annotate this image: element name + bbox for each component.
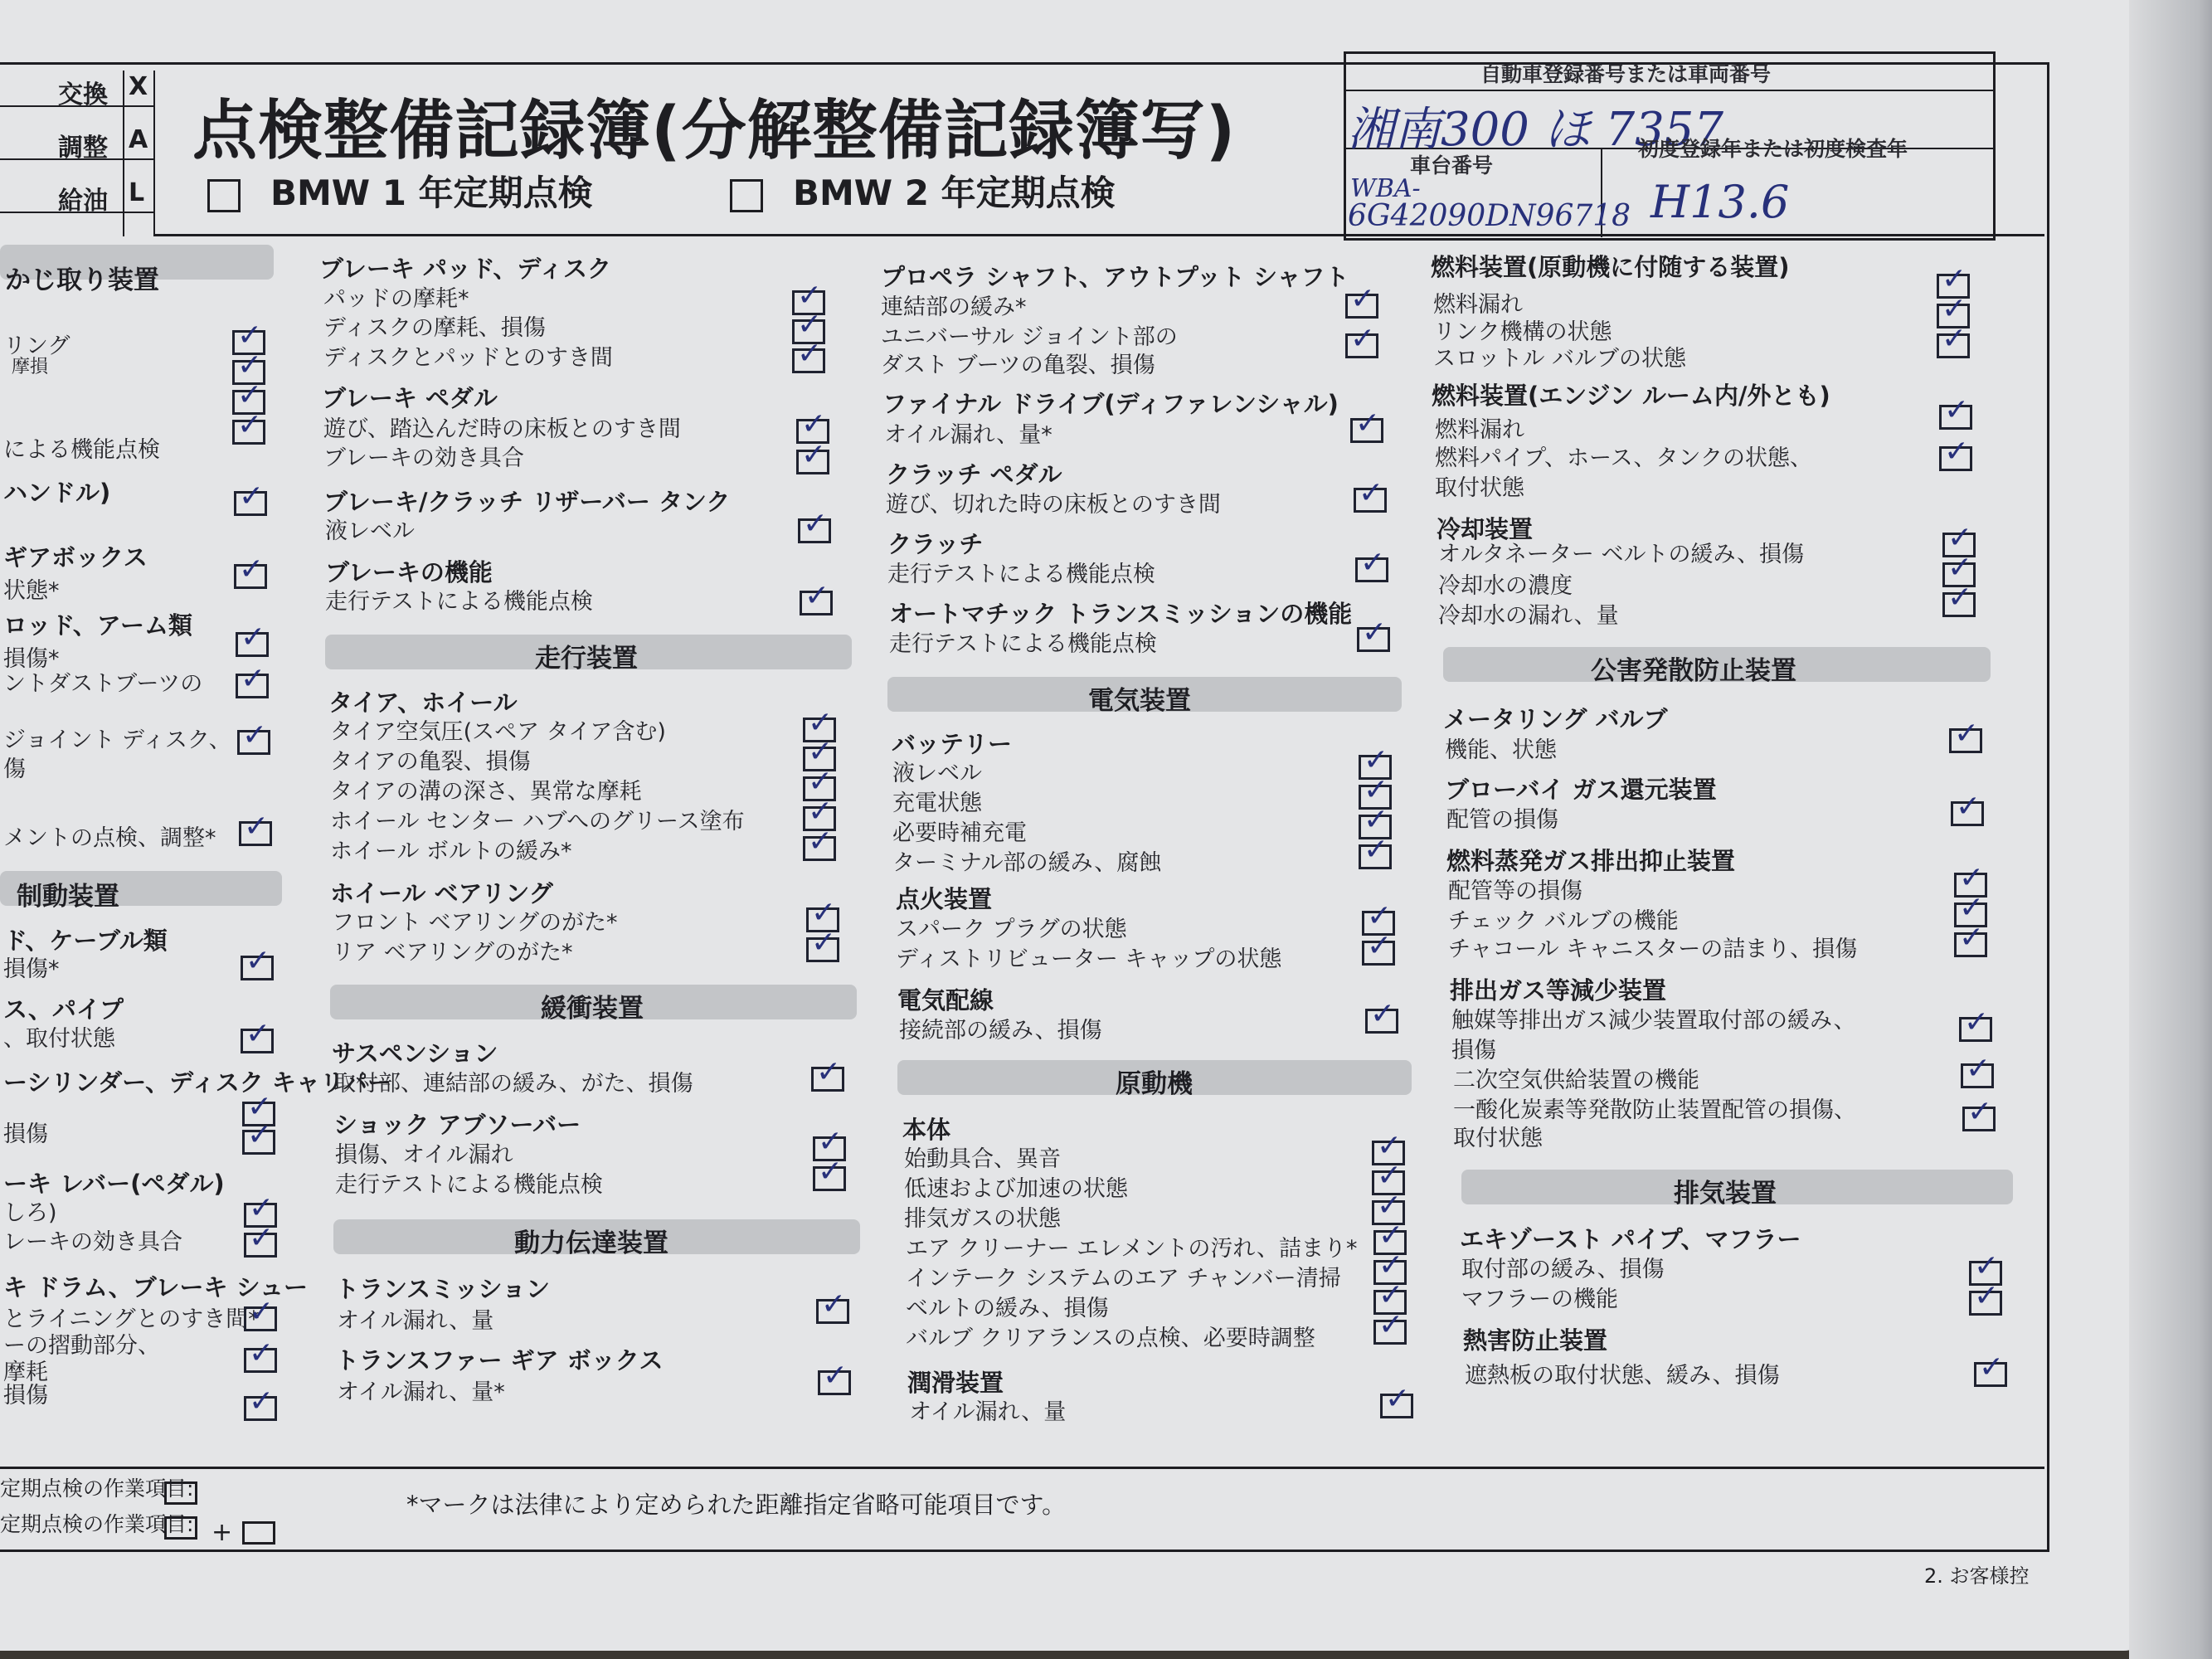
check-mark-icon: ✓ (1959, 861, 1985, 895)
item-label: リア ベアリングのがた* (332, 940, 573, 966)
item-label: 充電状態 (892, 791, 982, 816)
item-label: ユニバーサル ジョイント部の (881, 324, 1178, 350)
item-label: ディスクの摩耗、損傷 (323, 315, 546, 341)
item-heading: 電気配線 (897, 986, 994, 1014)
item-heading: ロッド、アーム類 (3, 611, 192, 640)
check-mark-icon: ✓ (1944, 435, 1970, 469)
check-mark-icon: ✓ (1355, 406, 1381, 440)
item-checkbox[interactable] (234, 479, 267, 516)
legend-symbol: X (129, 72, 148, 101)
item-checkbox[interactable] (1939, 393, 1972, 430)
footer-checkbox[interactable] (164, 1516, 197, 1540)
item-label: 走行テストによる機能点検 (889, 631, 1157, 657)
check-mark-icon: ✓ (244, 810, 270, 844)
item-checkbox[interactable] (798, 507, 831, 543)
check-mark-icon: ✓ (808, 825, 834, 859)
check-mark-icon: ✓ (797, 308, 823, 342)
item-checkbox[interactable] (1954, 921, 1987, 957)
item-label: リング (3, 333, 70, 359)
item-label: チェック バルブの機能 (1448, 908, 1679, 934)
check-mark-icon: ✓ (811, 926, 837, 960)
legend-word: 給油 (58, 187, 108, 216)
check-mark-icon: ✓ (1378, 1219, 1404, 1253)
legend-divider (153, 71, 155, 236)
section-title: 原動機 (1116, 1069, 1193, 1099)
item-checkbox[interactable] (1354, 476, 1387, 513)
item-label: リンク機構の状態 (1433, 319, 1612, 345)
item-label: 、取付状態 (3, 1026, 115, 1052)
item-heading: 点火装置 (896, 885, 993, 913)
item-heading: ブローバイ ガス還元装置 (1445, 776, 1717, 804)
item-checkbox[interactable] (244, 1221, 277, 1258)
item-heading: バッテリー (892, 730, 1013, 758)
check-mark-icon: ✓ (241, 620, 266, 654)
section-title: かじ取り装置 (5, 265, 159, 295)
section-title: 緩衝装置 (541, 994, 644, 1024)
check-mark-icon: ✓ (1947, 551, 1973, 585)
check-mark-icon: ✓ (237, 408, 263, 442)
chassis-label: 車台番号 (1410, 153, 1494, 178)
item-heading: 燃料装置(エンジン ルーム内/外とも) (1432, 382, 1830, 410)
page-edge (2129, 0, 2212, 1659)
check-mark-icon: ✓ (1974, 1279, 2000, 1313)
item-label: 取付部の緩み、損傷 (1461, 1257, 1665, 1282)
check-mark-icon: ✓ (803, 507, 829, 541)
item-checkbox[interactable] (232, 408, 265, 445)
item-label: オルタネーター ベルトの緩み、損傷 (1438, 542, 1805, 567)
legend-row-adjust (0, 124, 153, 163)
item-label: ントダストブーツの (3, 671, 203, 697)
item-label: チャコール キャニスターの詰まり、損傷 (1448, 937, 1858, 962)
item-heading: ファイナル ドライブ(ディファレンシャル) (882, 390, 1339, 418)
item-label: スパーク プラグの状態 (896, 917, 1127, 942)
legend-divider (123, 71, 124, 236)
check-mark-icon: ✓ (1378, 1278, 1404, 1312)
item-label: ホイール センター ハブへのグリース塗布 (330, 809, 745, 834)
item-heading: ーキ レバー(ペダル) (3, 1170, 225, 1198)
item-heading: エキゾースト パイプ、マフラー (1460, 1225, 1801, 1253)
check-mark-icon: ✓ (1967, 1095, 1993, 1129)
item-label: とライニングとのすき間* (3, 1306, 260, 1332)
check-mark-icon: ✓ (1974, 1249, 2000, 1283)
check-mark-icon: ✓ (247, 1118, 273, 1152)
item-checkbox[interactable] (818, 1359, 851, 1395)
legend-row-lubricate (0, 177, 153, 216)
footer-plus: + (211, 1518, 233, 1547)
item-checkbox[interactable] (1345, 282, 1378, 319)
item-label: 二次空気供給装置の機能 (1453, 1068, 1699, 1093)
check-mark-icon: ✓ (808, 735, 834, 769)
item-label: タイアの溝の深さ、異常な摩耗 (330, 779, 642, 805)
item-heading: ギアボックス (3, 543, 148, 572)
item-heading: クラッチ (887, 530, 984, 558)
footer-checkbox[interactable] (242, 1521, 275, 1545)
item-heading: 燃料装置(原動機に付随する装置) (1431, 253, 1790, 281)
item-checkbox[interactable] (1365, 997, 1398, 1034)
check-mark-icon: ✓ (1370, 997, 1396, 1031)
item-heading: ショック アブソーバー (333, 1111, 581, 1139)
check-mark-icon: ✓ (1947, 521, 1973, 555)
item-label: ターミナル部の緩み、腐蝕 (892, 850, 1162, 876)
item-label: ディスクとパッドとのすき間 (323, 345, 613, 371)
check-mark-icon: ✓ (1377, 1129, 1403, 1163)
item-heading: キ ドラム、ブレーキ シュー (3, 1273, 309, 1301)
chassis-value: WBA- (1350, 174, 1421, 203)
check-mark-icon: ✓ (1360, 546, 1386, 580)
section-title: 制動装置 (17, 882, 119, 912)
check-mark-icon: ✓ (1959, 921, 1985, 955)
item-heading: 冷却装置 (1437, 515, 1534, 543)
option-2year[interactable] (730, 166, 1116, 216)
check-mark-icon: ✓ (1359, 476, 1384, 510)
check-mark-icon: ✓ (801, 407, 827, 441)
check-mark-icon: ✓ (237, 378, 263, 412)
item-label: 損傷 (3, 1383, 48, 1408)
check-mark-icon: ✓ (811, 896, 837, 930)
option-1year[interactable] (207, 166, 593, 216)
item-label: 遊び、切れた時の床板とのすき間 (886, 492, 1221, 518)
item-heading: 本体 (902, 1116, 951, 1144)
item-heading: 排出ガス等減少装置 (1450, 976, 1667, 1005)
item-label: 摩損 (12, 357, 49, 377)
item-label: 遮熱板の取付状態、緩み、損傷 (1465, 1363, 1780, 1389)
item-label: による機能点検 (3, 437, 160, 463)
item-checkbox[interactable] (244, 1384, 277, 1421)
item-checkbox[interactable] (244, 1336, 277, 1373)
item-label: 走行テストによる機能点検 (335, 1172, 603, 1198)
item-label: バルブ クリアランスの点検、必要時調整 (906, 1326, 1315, 1351)
item-label: 状態* (3, 578, 60, 604)
item-heading: ブレーキの機能 (325, 558, 493, 586)
item-label: 燃料漏れ (1433, 292, 1523, 318)
check-mark-icon: ✓ (818, 1155, 843, 1189)
item-label: レーキの効き具合 (3, 1229, 182, 1255)
item-checkbox[interactable] (1357, 615, 1390, 652)
item-checkbox[interactable] (1350, 406, 1383, 443)
item-label: タイア空気圧(スペア タイア含む) (330, 719, 666, 745)
reg-number-label: 自動車登録番号または車両番号 (1480, 62, 1772, 86)
check-mark-icon: ✓ (249, 1384, 275, 1418)
item-heading: トランスファー ギア ボックス (335, 1346, 664, 1374)
item-label: マフラーの機能 (1461, 1287, 1618, 1312)
registration-divider (1344, 90, 1993, 91)
check-mark-icon: ✓ (1377, 1159, 1403, 1193)
item-label: 損傷* (3, 646, 60, 672)
item-label: ダスト ブーツの亀裂、損傷 (881, 353, 1155, 378)
item-heading: 潤滑装置 (907, 1369, 1004, 1397)
item-checkbox[interactable] (1362, 929, 1395, 966)
item-label: 損傷 (3, 1121, 48, 1147)
check-mark-icon: ✓ (1378, 1248, 1404, 1282)
item-label: 必要時補充電 (892, 820, 1027, 846)
item-checkbox[interactable] (1974, 1350, 2007, 1387)
item-label: オイル漏れ、量* (884, 422, 1053, 448)
item-label: 燃料漏れ (1435, 417, 1524, 443)
item-label: 遊び、踏込んだ時の床板とのすき間 (323, 416, 681, 442)
item-checkbox[interactable] (241, 944, 274, 980)
check-mark-icon: ✓ (818, 1125, 843, 1159)
item-label: 始動具合、異音 (904, 1146, 1061, 1172)
check-mark-icon: ✓ (1954, 717, 1980, 751)
item-label: 低速および加速の状態 (904, 1176, 1128, 1202)
item-checkbox[interactable] (1969, 1279, 2002, 1316)
item-checkbox[interactable] (241, 1017, 274, 1053)
section-title: 排気装置 (1674, 1179, 1777, 1209)
check-mark-icon: ✓ (1367, 899, 1393, 933)
check-mark-icon: ✓ (1942, 262, 1967, 296)
item-checkbox[interactable] (236, 662, 269, 698)
item-label: 燃料パイプ、ホース、タンクの状態、 (1435, 445, 1812, 471)
page-title: 点検整備記録簿(分解整備記録簿写) (192, 94, 1237, 168)
item-label: オイル漏れ、量* (337, 1379, 505, 1405)
check-mark-icon: ✓ (246, 944, 271, 978)
item-label: オイル漏れ、量 (909, 1399, 1067, 1425)
item-checkbox[interactable] (800, 579, 833, 615)
check-mark-icon: ✓ (1364, 773, 1389, 807)
item-checkbox[interactable] (1345, 322, 1378, 358)
item-heading: サスペンション (332, 1039, 498, 1068)
check-mark-icon: ✓ (816, 1055, 842, 1089)
item-heading: クラッチ ペダル (886, 460, 1062, 489)
item-checkbox[interactable] (816, 1287, 849, 1324)
item-checkbox[interactable] (1951, 790, 1984, 826)
item-checkbox[interactable] (1961, 1052, 1994, 1088)
item-label: 配管等の損傷 (1448, 878, 1582, 904)
item-heading: ブレーキ パッド、ディスク (319, 255, 612, 283)
check-mark-icon: ✓ (821, 1287, 847, 1321)
item-label: 損傷、オイル漏れ (335, 1142, 513, 1168)
item-label: ーの摺動部分、 (3, 1333, 160, 1359)
check-mark-icon: ✓ (249, 1336, 275, 1370)
check-mark-icon: ✓ (1378, 1308, 1404, 1342)
item-label: ディストリビューター キャップの状態 (896, 946, 1282, 972)
item-checkbox[interactable] (1355, 546, 1388, 582)
check-mark-icon: ✓ (1942, 292, 1967, 326)
footnote: *マークは法律により定められた距離指定省略可能項目です。 (406, 1491, 1067, 1519)
footer-work-label: 定期点検の作業項目: (0, 1512, 194, 1536)
check-mark-icon: ✓ (797, 279, 823, 313)
check-mark-icon: ✓ (1956, 790, 1981, 824)
check-mark-icon: ✓ (249, 1191, 275, 1225)
check-mark-icon: ✓ (823, 1359, 848, 1393)
item-checkbox[interactable] (796, 438, 829, 474)
item-label: 連結部の緩み* (881, 294, 1027, 320)
item-heading: タイア、ホイール (328, 688, 518, 717)
checkbox-icon[interactable] (207, 179, 241, 212)
check-mark-icon: ✓ (249, 1221, 275, 1255)
item-label: タイアの亀裂、損傷 (330, 749, 531, 775)
check-mark-icon: ✓ (808, 706, 834, 740)
item-heading: プロペラ シャフト、アウトプット シャフト (881, 263, 1349, 291)
item-label: 接続部の緩み、損傷 (899, 1018, 1102, 1044)
check-mark-icon: ✓ (237, 319, 263, 353)
item-label: しろ) (3, 1200, 57, 1226)
check-mark-icon: ✓ (1377, 1189, 1403, 1223)
item-heading: ホイール ベアリング (330, 879, 553, 907)
item-label: 冷却水の濃度 (1438, 573, 1573, 599)
item-checkbox[interactable] (1962, 1095, 1996, 1131)
item-label: 取付状態 (1453, 1126, 1543, 1151)
item-heading: ブレーキ ペダル (322, 384, 498, 412)
item-checkbox[interactable] (1937, 322, 1970, 358)
legend-symbol: L (129, 178, 145, 207)
item-label: 液レベル (325, 518, 415, 544)
item-heading: オートマチック トランスミッションの機能 (889, 600, 1353, 628)
item-checkbox[interactable] (1380, 1382, 1413, 1418)
check-mark-icon: ✓ (1362, 615, 1388, 649)
item-checkbox[interactable] (803, 825, 836, 861)
item-label: ブレーキの効き具合 (323, 445, 524, 471)
checkbox-icon[interactable] (730, 179, 763, 212)
check-mark-icon: ✓ (249, 1295, 275, 1329)
section-title: 電気装置 (1088, 686, 1191, 716)
check-mark-icon: ✓ (1364, 803, 1389, 837)
item-checkbox[interactable] (234, 552, 267, 589)
item-checkbox[interactable] (1959, 1005, 1992, 1042)
check-mark-icon: ✓ (239, 552, 265, 586)
item-label: 取付状態 (1435, 475, 1524, 501)
item-label: スロットル バルブの状態 (1433, 346, 1687, 372)
section-title: 公害発散防止装置 (1591, 656, 1796, 686)
check-mark-icon: ✓ (1964, 1005, 1990, 1039)
item-label: ベルトの緩み、損傷 (906, 1296, 1109, 1321)
check-mark-icon: ✓ (1385, 1382, 1411, 1416)
check-mark-icon: ✓ (805, 579, 830, 613)
item-label: 一酸化炭素等発散防止装置配管の損傷、 (1453, 1097, 1856, 1123)
item-label: 冷却水の漏れ、量 (1438, 603, 1619, 629)
item-label: パッドの摩耗* (323, 286, 469, 312)
item-heading: ス、パイプ (3, 995, 124, 1024)
item-heading: 燃料蒸発ガス排出抑止装置 (1446, 847, 1736, 875)
check-mark-icon: ✓ (242, 718, 268, 752)
check-mark-icon: ✓ (246, 1017, 271, 1051)
legend-table (0, 71, 153, 236)
first-reg-label: 初度登録年または初度検査年 (1638, 137, 1908, 161)
header-divider (153, 234, 2044, 236)
item-label: 配管の損傷 (1446, 807, 1558, 833)
check-mark-icon: ✓ (247, 1090, 273, 1124)
item-label: ジョイント ディスク、 (3, 727, 231, 753)
item-checkbox[interactable] (1359, 833, 1392, 869)
check-mark-icon: ✓ (1942, 322, 1967, 356)
item-label: 損傷 (1451, 1038, 1496, 1063)
option-label: BMW 1 年定期点検 (270, 173, 593, 213)
item-label: 傷 (3, 757, 26, 782)
item-heading: メータリング バルブ (1443, 705, 1668, 733)
check-mark-icon: ✓ (241, 662, 266, 696)
item-label: 触媒等排出ガス減少装置取付部の緩み、 (1451, 1008, 1856, 1034)
legend-word: 交換 (58, 80, 108, 109)
item-label: 損傷* (3, 956, 60, 982)
item-checkbox[interactable] (242, 1118, 275, 1155)
section-title: 動力伝達装置 (514, 1228, 668, 1258)
item-heading: ブレーキ/クラッチ リザーバー タンク (323, 488, 731, 516)
check-mark-icon: ✓ (1364, 743, 1389, 777)
item-label: インテーク システムのエア チャンバー清掃 (906, 1266, 1341, 1292)
item-label: フロント ベアリングのがた* (332, 910, 618, 936)
item-label: 走行テストによる機能点検 (887, 562, 1155, 587)
footer-checkbox[interactable] (164, 1481, 197, 1505)
legend-word: 調整 (58, 134, 108, 163)
check-mark-icon: ✓ (1350, 322, 1376, 356)
item-label: オイル漏れ、量 (337, 1308, 494, 1334)
check-mark-icon: ✓ (1367, 929, 1393, 963)
option-label: BMW 2 年定期点検 (793, 173, 1116, 213)
item-checkbox[interactable] (1942, 581, 1976, 617)
item-checkbox[interactable] (1939, 435, 1972, 471)
check-mark-icon: ✓ (808, 765, 834, 799)
item-label: 液レベル (892, 761, 982, 786)
item-checkbox[interactable] (244, 1295, 277, 1331)
item-checkbox[interactable] (1373, 1308, 1407, 1345)
item-heading: ド、ケーブル類 (3, 927, 168, 955)
check-mark-icon: ✓ (1959, 891, 1985, 925)
reg-number-value: 湘南300 ほ 7357 (1348, 103, 1724, 157)
check-mark-icon: ✓ (1966, 1052, 1991, 1086)
item-heading: トランスミッション (335, 1275, 550, 1303)
check-mark-icon: ✓ (1364, 833, 1389, 867)
check-mark-icon: ✓ (808, 795, 834, 829)
footer-divider (0, 1467, 2044, 1469)
item-checkbox[interactable] (236, 620, 269, 657)
footer-work-label: 定期点検の作業項目: (0, 1477, 194, 1501)
section-title: 走行装置 (535, 644, 638, 674)
legend-row-exchange (0, 71, 153, 107)
item-checkbox[interactable] (237, 718, 270, 755)
check-mark-icon: ✓ (1979, 1350, 2005, 1384)
item-checkbox[interactable] (813, 1155, 846, 1191)
check-mark-icon: ✓ (801, 438, 827, 472)
item-label: エア クリーナー エレメントの汚れ、詰まり* (906, 1236, 1358, 1262)
item-label: 機能、状態 (1445, 737, 1557, 763)
check-mark-icon: ✓ (1947, 581, 1973, 615)
item-heading: ーシリンダー、ディスク キャリパー (3, 1068, 392, 1097)
item-checkbox[interactable] (239, 810, 272, 846)
item-label: 取付部、連結部の緩み、がた、損傷 (333, 1071, 693, 1097)
legend-symbol: A (129, 125, 148, 154)
item-heading: 熱害防止装置 (1463, 1326, 1608, 1355)
chassis-value: 6G42090DN96718 (1348, 199, 1631, 233)
item-label: メントの点検、調整* (3, 825, 216, 851)
item-checkbox[interactable] (1949, 717, 1982, 753)
item-heading: ハンドル) (3, 479, 111, 507)
item-checkbox[interactable] (806, 926, 839, 962)
first-reg-value: H13.6 (1650, 176, 1790, 228)
check-mark-icon: ✓ (239, 479, 265, 513)
item-label: 排気ガスの状態 (904, 1206, 1061, 1232)
item-label: 走行テストによる機能点検 (325, 589, 593, 615)
item-checkbox[interactable] (811, 1055, 844, 1092)
check-mark-icon: ✓ (797, 337, 823, 371)
item-checkbox[interactable] (792, 337, 825, 373)
check-mark-icon: ✓ (1350, 282, 1376, 316)
check-mark-icon: ✓ (237, 348, 263, 382)
check-mark-icon: ✓ (1944, 393, 1970, 427)
page-number: 2. お客様控 (1924, 1564, 2030, 1588)
item-label: ホイール ボルトの緩み* (330, 839, 572, 864)
item-label: 摩耗 (3, 1360, 48, 1385)
